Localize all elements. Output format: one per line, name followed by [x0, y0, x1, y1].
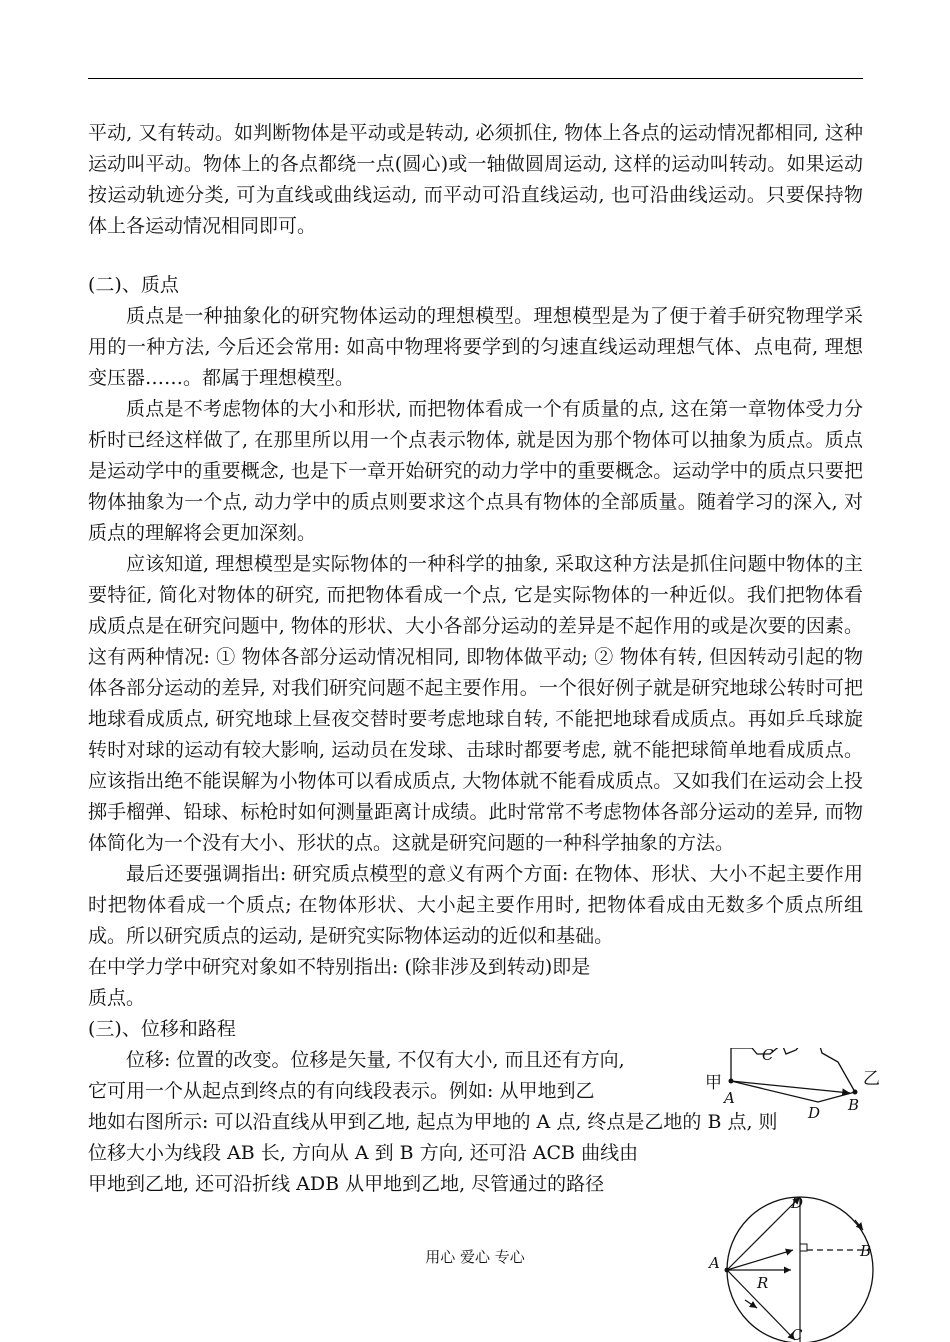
- radius-label: R: [757, 1274, 769, 1292]
- paragraph-scientific-abstraction: 应该知道, 理想模型是实际物体的一种科学的抽象, 采取这种方法是抓住问题中物体的主要特征, 简化对物体的研究, 而把物体看成一个点, 它是实际物体的一种近似。我们把物体看成质点是在研究问题中, 物体的形状、大小各部分运动的差异是不起作用的或是次要的因素。这有两种情况: ① 物体各部分运动情况相同, 即物体做平动; ② 物体有转, 但因转动引起的物体各部分运动的差异, 对我们研究问题不起主要作用。一个很好例子就是研究地球公转时可把地球看成质点, 研究地球上昼夜交替时要考虑地球自转, 不能把地球看成质点。再如乒乓球旋转时对球的运动有较大影响, 运动员在发球、击球时都要考虑, 就不能把球简单地看成质点。应该指出绝不能误解为小物体可以看成质点, 大物体就不能看成质点。又如我们在运动会上投掷手榴弹、铅球、标枪时如何测量距离计成绩。此时常常不考虑物体各部分运动的差异, 而物体简化为一个没有大小、形状的点。这就是研究问题的一种科学抽象的方法。: [88, 553, 863, 854]
- end-place-label: 乙: [863, 1069, 880, 1089]
- section-heading-displacement: (三)、位移和路程: [88, 1018, 236, 1040]
- paragraph-mechanics-object: 在中学力学中研究对象如不特别指出: (除非涉及到转动)即是: [88, 956, 591, 978]
- paragraph-particle-definition: 质点是不考虑物体的大小和形状, 而把物体看成一个有质量的点, 这在第一章物体受力分析时已经这样做了, 在那里所以用一个点表示物体, 就是因为那个物体可以抽象为质点。质点是运动学中的重要概念, 也是下一章开始研究的动力学中的重要概念。运动学中的质点只要把物体抽象为一个点, 动力学中的质点则要求这个点具有物体的全部质量。随着学习的深入, 对质点的理解将会更加深刻。: [88, 398, 863, 544]
- circle-point-a-label: A: [709, 1254, 720, 1272]
- paragraph-displacement-line-4: 位移大小为线段 AB 长, 方向从 A 到 B 方向, 还可沿 ACB 曲线由: [88, 1142, 639, 1164]
- paragraph-displacement-line-3: 地如右图所示: 可以沿直线从甲到乙地, 起点为甲地的 A 点, 终点是乙地的 B 点, 则: [88, 1111, 778, 1133]
- displacement-path-figure: [700, 1048, 885, 1123]
- paragraph-translation-rotation: 平动, 又有转动。如判断物体是平动或是转动, 必须抓住, 物体上各点的运动情况都相同, 这种运动叫平动。物体上的各点都绕一点(圆心)或一轴做圆周运动, 这样的运动叫转动。如果运动按运动轨迹分类, 可为直线或曲线运动, 而平动可沿直线运动, 也可沿曲线运动。只要保持物体上各运动情况相同即可。: [88, 122, 863, 237]
- start-place-label: 甲: [705, 1073, 722, 1093]
- paragraph-ideal-model: 质点是一种抽象化的研究物体运动的理想模型。理想模型是为了便于着手研究物理学采用的一种方法, 今后还会常用: 如高中物理将要学到的匀速直线运动理想气体、点电荷, 理想变压器……。都属于理想模型。: [88, 305, 863, 389]
- paragraph-gap: [88, 242, 863, 270]
- header-rule: [88, 78, 863, 79]
- page-footer: 用心 爱心 专心: [425, 1248, 525, 1266]
- displacement-arrow-ab: [731, 1081, 850, 1093]
- point-a-label: A: [724, 1089, 735, 1107]
- circle-point-c-label: C: [791, 1326, 803, 1342]
- paragraph-displacement-line-5: 甲地到乙地, 还可沿折线 ADB 从甲地到乙地, 尽管通过的路径: [88, 1173, 605, 1195]
- paragraph-displacement-line-1: 位移: 位置的改变。位移是矢量, 不仅有大小, 而且还有方向,: [126, 1049, 625, 1071]
- paragraph-displacement-line-2: 它可用一个从起点到终点的有向线段表示。例如: 从甲地到乙: [88, 1080, 595, 1102]
- point-c-label: C: [762, 1048, 774, 1064]
- point-d-label: D: [808, 1104, 821, 1122]
- section-heading-particle: (二)、质点: [88, 274, 179, 296]
- paragraph-particle-significance: 最后还要强调指出: 研究质点模型的意义有两个方面: 在物体、形状、大小不起主要作用时把物体看成一个质点; 在物体形状、大小起主要作用时, 把物体看成由无数多个质点所组成。所以研究质点的运动, 是研究实际物体运动的近似和基础。: [88, 863, 863, 947]
- circle-point-d-label: D: [791, 1194, 804, 1212]
- paragraph-mechanics-object-end: 质点。: [88, 987, 146, 1009]
- point-b-label: B: [848, 1096, 860, 1114]
- document-body: [88, 118, 863, 1200]
- circle-point-b-label: B: [860, 1242, 872, 1260]
